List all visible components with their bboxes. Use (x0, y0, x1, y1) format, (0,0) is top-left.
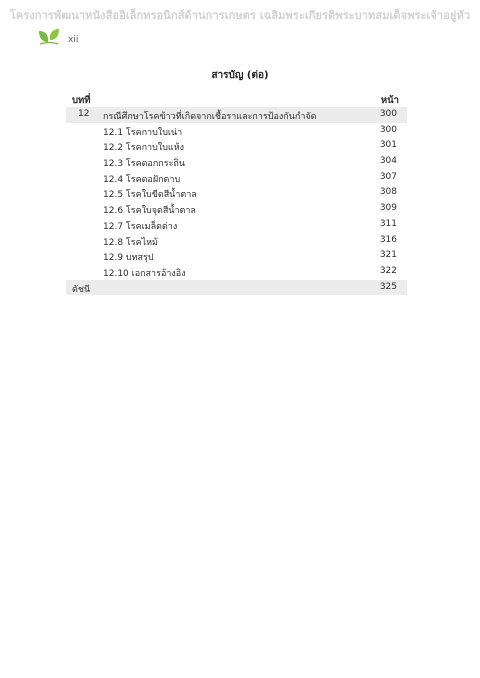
toc-row-page: 300 (379, 124, 397, 135)
toc-row-title: 12.3 โรคดอกกระถิน (103, 159, 186, 170)
toc-row-number: 12 (78, 109, 90, 119)
toc-row[interactable] (66, 217, 407, 233)
toc-row[interactable] (66, 185, 407, 201)
toc-row-page: 308 (379, 187, 397, 198)
toc-row-title: 12.6 โรคใบจุดสีน้ำตาล (103, 206, 196, 217)
toc-row-page: 307 (379, 171, 397, 182)
toc-row-title: 12.4 โรคดอฝักดาบ (103, 174, 181, 185)
toc-table (66, 90, 407, 295)
toc-row-index[interactable] (66, 280, 407, 296)
toc-row-title: 12.7 โรคเมล็ดด่าง (103, 221, 178, 232)
toc-row-page: 321 (379, 250, 397, 261)
toc-row[interactable] (66, 170, 407, 186)
toc-row-title: 12.5 โรคใบขีดสีน้ำตาล (103, 190, 197, 201)
toc-row-page: 304 (379, 156, 397, 167)
toc-row-page: 325 (379, 281, 397, 292)
page-number: xii (68, 35, 79, 45)
toc-row[interactable] (66, 248, 407, 264)
toc-row-page: 316 (379, 234, 397, 245)
header-banner: โครงการพัฒนาหนังสืออิเล็กทรอนิกส์ด้านการเกษตร เฉลิมพระเกียรติพระบาทสมเด็จพระเจ้าอยู่หัว (9, 9, 471, 22)
toc-row-title: 12.1 โรคกาบใบเน่า (103, 127, 183, 138)
toc-row[interactable] (66, 107, 407, 123)
toc-row-page: 300 (379, 109, 397, 119)
toc-row-title: กรณีศึกษาโรคข้าวที่เกิดจากเชื้อราและการป้องกันกำจัด (103, 112, 317, 122)
toc-row-title: 12.8 โรคไหม้ (103, 237, 158, 248)
toc-row[interactable] (66, 201, 407, 217)
toc-col-page: หน้า (380, 95, 399, 106)
toc-row[interactable] (66, 233, 407, 249)
toc-row-page: 301 (379, 140, 397, 151)
leaf-logo-icon (37, 28, 61, 46)
toc-title: สารบัญ (ต่อ) (211, 70, 269, 81)
toc-row-title: 12.2 โรคกาบใบแห้ง (103, 143, 185, 154)
toc-header-row (66, 90, 407, 107)
toc-row[interactable] (66, 264, 407, 280)
toc-row-page: 309 (379, 203, 397, 214)
toc-row-title: 12.10 เอกสารอ้างอิง (103, 268, 186, 279)
toc-row[interactable] (66, 154, 407, 170)
toc-row[interactable] (66, 138, 407, 154)
toc-row-title: 12.9 บทสรุป (103, 253, 154, 264)
toc-row-page: 322 (379, 265, 397, 276)
toc-row-page: 311 (379, 218, 397, 229)
toc-row[interactable] (66, 123, 407, 139)
toc-col-chapter: บทที่ (72, 95, 91, 106)
toc-rows (66, 107, 407, 280)
toc-row-title: ดัชนี (72, 284, 91, 295)
